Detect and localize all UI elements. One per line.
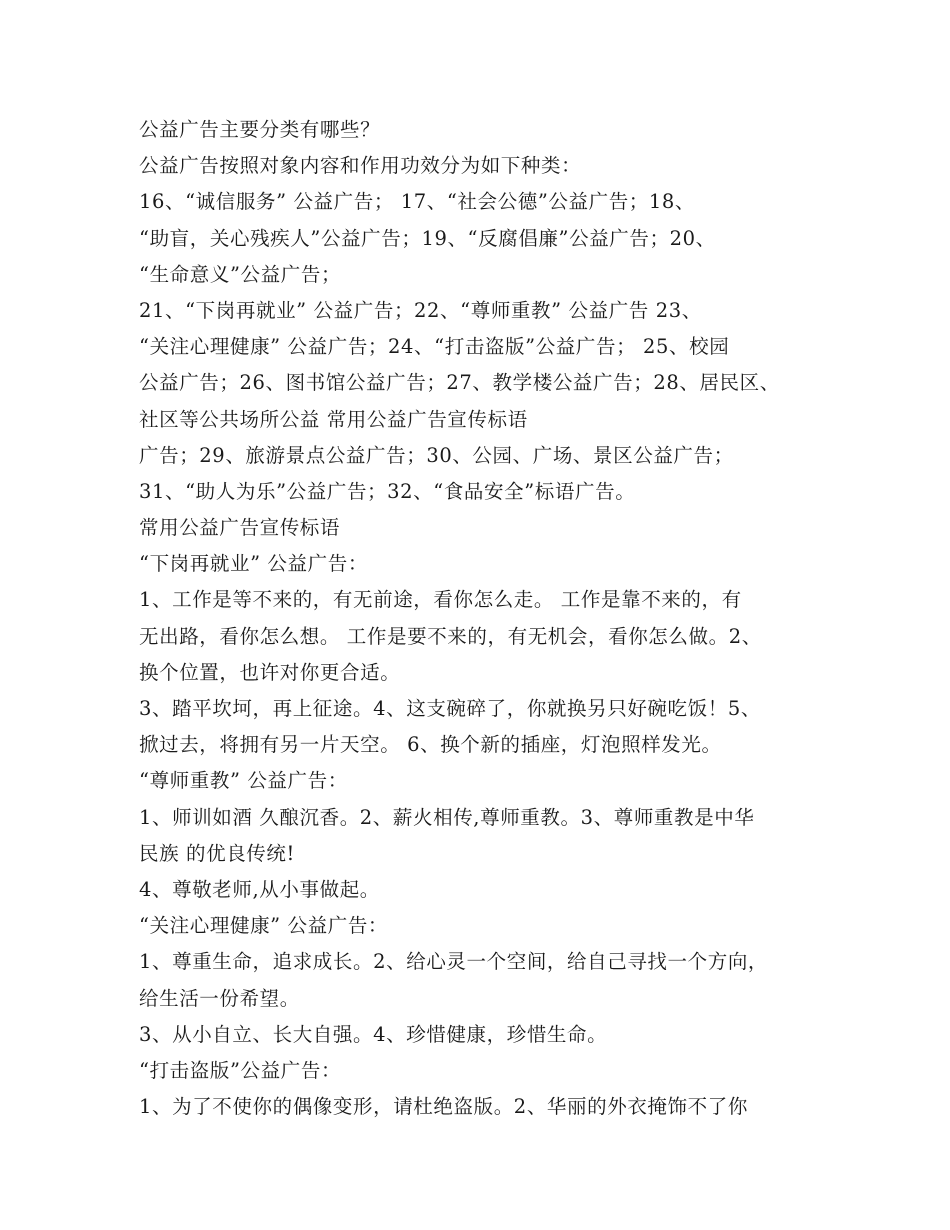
text-line: 16、“诚信服务” 公益广告； 17、“社会公德”公益广告；18、 xyxy=(139,190,696,214)
text-line: 31、“助人为乐”公益广告；32、“食品安全”标语广告。 xyxy=(139,479,636,503)
text-line: 公益广告主要分类有哪些？ xyxy=(139,118,381,141)
text-line: 1、为了不使你的偶像变形，请杜绝盗版。2、华丽的外衣掩饰不了你 xyxy=(139,1095,748,1119)
text-line: “生命意义”公益广告； xyxy=(139,262,342,286)
text-line: “下岗再就业” 公益广告： xyxy=(139,552,368,576)
text-line: 给生活一份希望。 xyxy=(139,986,300,1010)
text-line: 1、尊重生命，追求成长。2、给心灵一个空间，给自己寻找一个方向， xyxy=(139,950,769,974)
text-line: 公益广告；26、图书馆公益广告；27、教学楼公益广告；28、居民区、 xyxy=(139,371,780,395)
text-line: 掀过去，将拥有另一片天空。 6、换个新的插座，灯泡照样发光。 xyxy=(139,733,722,757)
text-line: “助盲，关心残疾人”公益广告；19、“反腐倡廉”公益广告；20、 xyxy=(139,226,716,250)
text-line: 广告；29、旅游景点公益广告；30、公园、广场、景区公益广告； xyxy=(139,443,734,467)
text-line: 换个位置，也许对你更合适。 xyxy=(139,660,401,684)
document-page xyxy=(139,112,839,1125)
text-line: “打击盗版”公益广告： xyxy=(139,1058,342,1082)
text-line: “尊师重教” 公益广告： xyxy=(139,769,348,793)
text-line: “关注心理健康” 公益广告；24、“打击盗版”公益广告； 25、校园 xyxy=(139,335,730,359)
text-line: 4、尊敬老师,从小事做起。 xyxy=(139,877,380,901)
text-line: 无出路，看你怎么想。 工作是要不来的，有无机会，看你怎么做。2、 xyxy=(139,624,762,648)
text-line: 3、踏平坎坷，再上征途。4、这支碗碎了，你就换另只好碗吃饭！5、 xyxy=(139,697,761,720)
text-line: 社区等公共场所公益 常用公益广告宣传标语 xyxy=(139,407,528,431)
text-line: 21、“下岗再就业” 公益广告；22、“尊师重教” 公益广告 23、 xyxy=(139,298,702,322)
text-line: 公益广告按照对象内容和作用功效分为如下种类： xyxy=(139,154,582,178)
text-line: 民族 的优良传统! xyxy=(139,841,295,865)
text-line: “关注心理健康” 公益广告： xyxy=(139,914,389,938)
text-line: 1、师训如酒 久酿沉香。2、薪火相传,尊师重教。3、尊师重教是中华 xyxy=(139,805,755,829)
text-line: 3、从小自立、长大自强。4、珍惜健康，珍惜生命。 xyxy=(139,1022,608,1046)
text-line: 1、工作是等不来的，有无前途，看你怎么走。 工作是靠不来的，有 xyxy=(139,588,742,612)
text-line: 常用公益广告宣传标语 xyxy=(139,516,341,540)
